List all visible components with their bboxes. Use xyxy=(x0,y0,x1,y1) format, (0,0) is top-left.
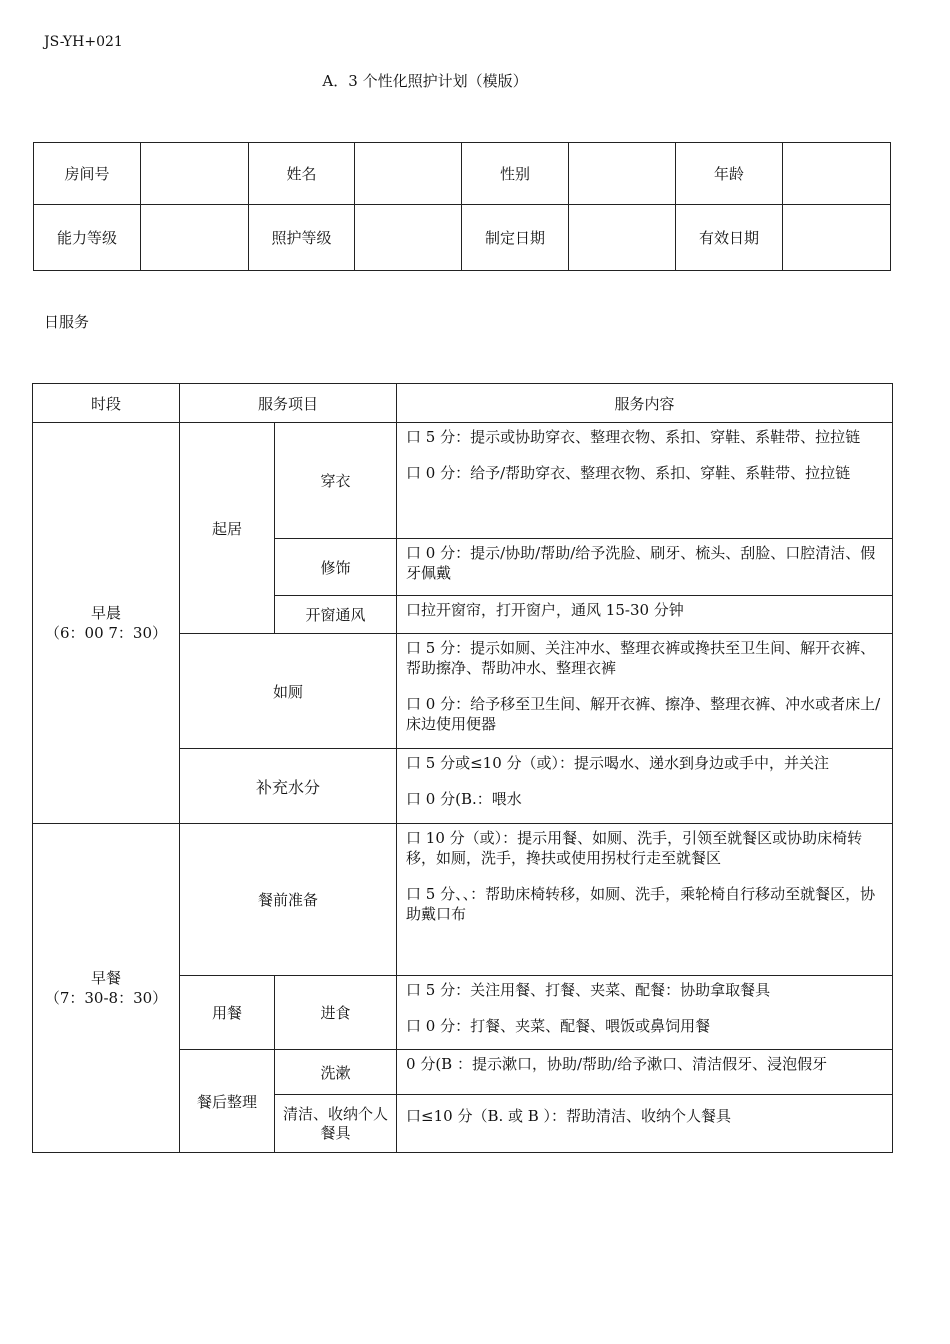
content-clean-utensils xyxy=(397,1095,893,1153)
item-eating: 进食 xyxy=(275,976,397,1050)
label-name: 姓名 xyxy=(249,143,355,205)
section-label-daily-service: 日服务 xyxy=(44,313,90,331)
field-care-level[interactable] xyxy=(355,205,462,271)
field-valid-date[interactable] xyxy=(783,205,891,271)
checkbox-eating-5[interactable]: 口 5 分：关注用餐、打餐、夹菜、配餐：协助拿取餐具 xyxy=(406,981,771,999)
item-hydration: 补充水分 xyxy=(180,749,397,824)
field-name[interactable] xyxy=(355,143,462,205)
period-morning-time: （6：00 7：30） xyxy=(44,624,168,642)
checkbox-clean-utensils[interactable]: 口≤10 分（B. 或 B ）：帮助清洁、收纳个人餐具 xyxy=(406,1107,732,1125)
content-eating xyxy=(397,976,893,1050)
daily-service-table xyxy=(32,383,893,1153)
item-grooming: 修饰 xyxy=(275,539,397,596)
checkbox-toileting-5[interactable]: 口 5 分：提示如厕、关注冲水、整理衣裤或搀扶至卫生间、解开衣裤、帮助擦净、帮助冲水、整理衣裤 xyxy=(406,639,876,677)
item-daily-routine: 起居 xyxy=(180,423,275,634)
content-ventilation xyxy=(397,596,893,634)
label-ability-level: 能力等级 xyxy=(34,205,141,271)
label-age: 年龄 xyxy=(676,143,783,205)
label-gender: 性别 xyxy=(462,143,569,205)
header-service-content: 服务内容 xyxy=(397,384,893,423)
content-rinsing xyxy=(397,1050,893,1095)
label-room-number: 房间号 xyxy=(34,143,141,205)
checkbox-dressing-5[interactable]: 口 5 分：提示或协助穿衣、整理衣物、系扣、穿鞋、系鞋带、拉拉链 xyxy=(406,428,861,446)
period-morning-name: 早晨 xyxy=(90,604,121,622)
item-dining: 用餐 xyxy=(180,976,275,1050)
period-breakfast-time: （7：30-8：30） xyxy=(44,989,168,1007)
item-ventilation: 开窗通风 xyxy=(275,596,397,634)
period-breakfast xyxy=(33,824,180,1153)
label-valid-date: 有效日期 xyxy=(676,205,783,271)
checkbox-meal-prep-5[interactable]: 口 5 分、、：帮助床椅转移，如厕、洗手，乘轮椅自行移动至就餐区，协助戴口布 xyxy=(406,885,876,923)
checkbox-hydration-0[interactable]: 口 0 分(B.：喂水 xyxy=(406,790,522,808)
checkbox-dressing-0[interactable]: 口 0 分：给予/帮助穿衣、整理衣物、系扣、穿鞋、系鞋带、拉拉链 xyxy=(406,464,851,482)
field-room-number[interactable] xyxy=(141,143,249,205)
header-service-item: 服务项目 xyxy=(180,384,397,423)
item-meal-prep: 餐前准备 xyxy=(180,824,397,976)
content-hydration xyxy=(397,749,893,824)
item-clean-utensils: 清洁、收纳个人餐具 xyxy=(275,1095,397,1153)
checkbox-ventilation[interactable]: 口拉开窗帘，打开窗户，通风 15-30 分钟 xyxy=(406,601,684,619)
label-creation-date: 制定日期 xyxy=(462,205,569,271)
checkbox-meal-prep-10[interactable]: 口 10 分（或）：提示用餐、如厕、洗手，引领至就餐区或协助床椅转移，如厕，洗手，搀扶或使用拐杖行走至就餐区 xyxy=(406,829,863,867)
checkbox-eating-0[interactable]: 口 0 分：打餐、夹菜、配餐、喂饭或鼻饲用餐 xyxy=(406,1017,711,1035)
document-code: JS-YH+021 xyxy=(44,34,123,50)
checkbox-hydration-5[interactable]: 口 5 分或≤10 分（或）：提示喝水、递水到身边或手中，并关注 xyxy=(406,754,830,772)
item-dressing: 穿衣 xyxy=(275,423,397,539)
item-toileting: 如厕 xyxy=(180,634,397,749)
field-age[interactable] xyxy=(783,143,891,205)
content-dressing xyxy=(397,423,893,539)
period-breakfast-name: 早餐 xyxy=(90,969,121,987)
period-morning xyxy=(33,423,180,824)
document-title: A．3 个性化照护计划（模版） xyxy=(322,72,528,90)
item-rinsing: 洗漱 xyxy=(275,1050,397,1095)
field-ability-level[interactable] xyxy=(141,205,249,271)
header-period: 时段 xyxy=(33,384,180,423)
field-creation-date[interactable] xyxy=(569,205,676,271)
checkbox-rinsing-0[interactable]: 0 分(B ：提示漱口，协助/帮助/给予漱口、清洁假牙、浸泡假牙 xyxy=(406,1055,828,1073)
checkbox-toileting-0[interactable]: 口 0 分：给予移至卫生间、解开衣裤、擦净、整理衣裤、冲水或者床上/床边使用便器 xyxy=(406,695,881,733)
label-care-level: 照护等级 xyxy=(249,205,355,271)
resident-info-table xyxy=(33,142,891,271)
field-gender[interactable] xyxy=(569,143,676,205)
content-grooming xyxy=(397,539,893,596)
checkbox-grooming-0[interactable]: 口 0 分：提示/协助/帮助/给予洗脸、刷牙、梳头、刮脸、口腔清洁、假牙佩戴 xyxy=(406,544,876,582)
content-meal-prep xyxy=(397,824,893,976)
content-toileting xyxy=(397,634,893,749)
item-after-meal: 餐后整理 xyxy=(180,1050,275,1153)
